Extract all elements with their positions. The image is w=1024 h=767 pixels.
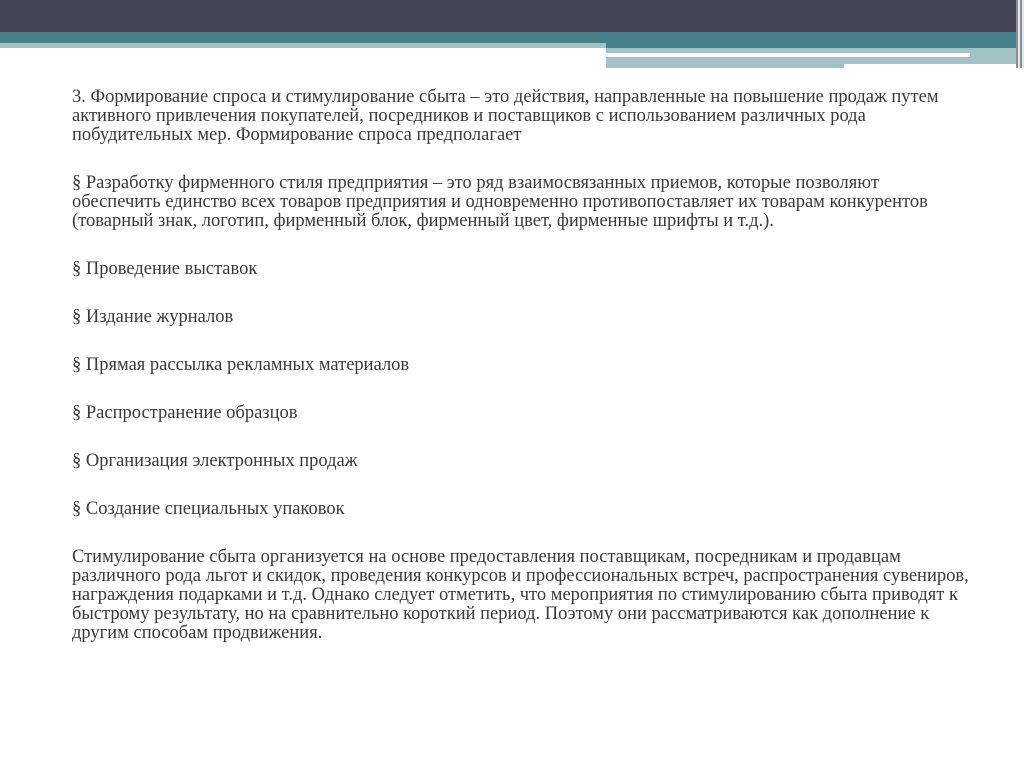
bullet-item: § Организация электронных продаж — [72, 451, 358, 471]
header-white-line — [606, 53, 970, 57]
bullet-item: § Создание специальных упаковок — [72, 499, 345, 519]
bullet-item: § Разработку фирменного стиля предприятия – это ряд взаимосвязанных приемов, которые позволяют обеспечить единство всех товаров предприятия и одновременно противопоставляет их товарам конкурентов (товарный знак, логотип, фирменный блок, фирменный цвет, фирменные шрифты и т.д.). — [72, 173, 928, 231]
intro-paragraph: 3. Формирование спроса и стимулирование сбыта – это действия, направленные на повышение продаж путем активного привлечения покупателей, посредников и поставщиков с использованием различных рода побудительных мер. Формирование спроса предполагает — [72, 87, 939, 145]
bullet-item: § Распространение образцов — [72, 403, 298, 423]
header-teal-band — [0, 32, 1024, 43]
bullet-item: § Прямая рассылка рекламных материалов — [72, 355, 410, 375]
header-light-stripe — [0, 43, 606, 48]
header-vertical-stripes — [1016, 0, 1024, 68]
bullet-item: § Проведение выставок — [72, 259, 258, 279]
header-dark-band — [0, 0, 1024, 32]
header-white-line-2 — [844, 64, 1024, 68]
slide-content — [72, 88, 972, 643]
bullet-item: § Издание журналов — [72, 307, 234, 327]
conclusion-paragraph: Стимулирование сбыта организуется на основе предоставления поставщикам, посредникам и продавцам различного рода льгот и скидок, проведения конкурсов и профессиональных встреч, распространения сувениров, награждения подарками и т.д. Однако следует отметить, что мероприятия по стимулированию сбыта приводят к быстрому результату, но на сравнительно короткий период. Поэтому они рассматриваются как дополнение к другим способам продвижения. — [72, 547, 969, 643]
